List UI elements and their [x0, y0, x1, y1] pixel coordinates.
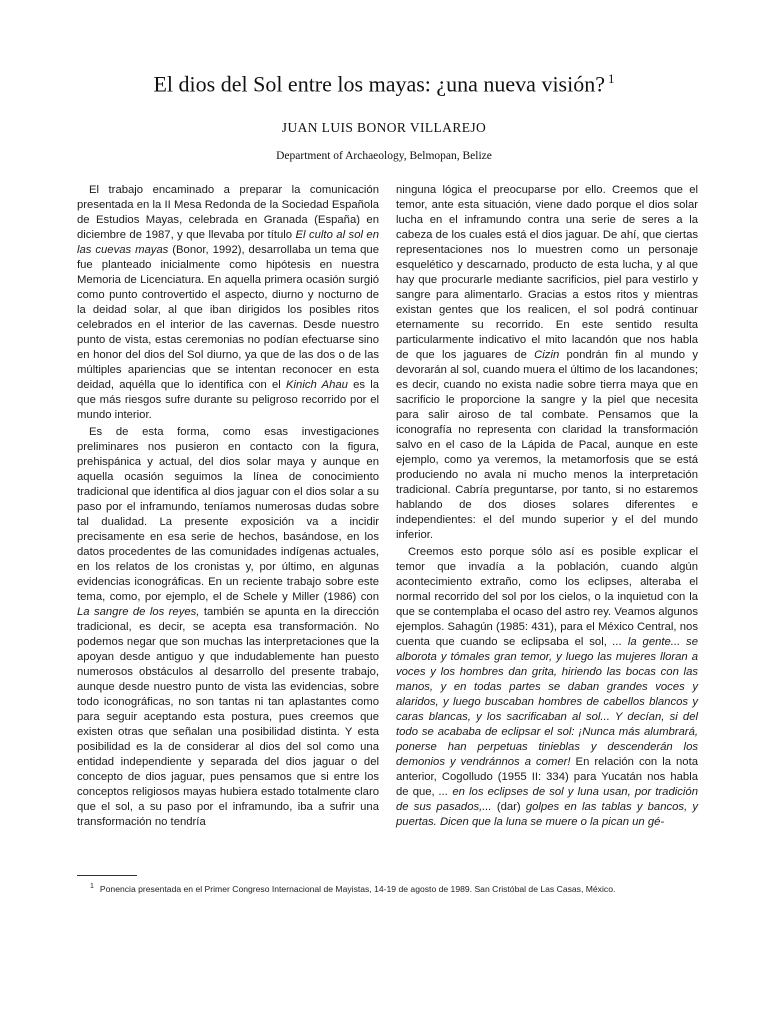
text-run: Creemos esto porque sólo así es posible explicar el temor que invadía a la población, cuando algún acontecimiento extraño, como los eclipses, alteraba el normal recorrido del sol por los cielos, o la inquietud con la que se contemplaba el ocaso del astro rey. Veamos algunos ejemplos. Sahagún (1985: 431), para el México Central, nos cuenta que cuando se eclipsaba el sol,	[396, 546, 698, 648]
italic-term: Kinich Ahau	[286, 379, 348, 391]
text-run: En relación con la nota anterior, Cogolludo (1955 II: 334) para Yucatán nos habla de que,	[396, 756, 698, 798]
text-run: (dar)	[491, 801, 526, 813]
italic-term: Cizin	[534, 349, 560, 361]
footnote	[90, 881, 710, 895]
italic-title: El culto al sol en las cuevas mayas	[77, 229, 379, 256]
paragraph	[396, 545, 698, 830]
text-run: Es de esta forma, como esas investigaciones preliminares nos pusieron en contacto con la figura, prehispánica y actual, del dios solar maya y aunque en aquella ocasión seguimos la línea de conocimiento tradicional que identifica al dios jaguar con el dios solar a su paso por el inframundo, teníamos numerosas dudas sobre tal dualidad. La presente exposición va a incidir precisamente en esa serie de hechos, basándose, en los datos procedentes de las comunidades indígenas actuales, en los relatos de los cronistas y, por último, en algunas evidencias iconográficas. En un reciente trabajo sobre este tema, como, por ejemplo, el de Schele y Miller (1986) con	[77, 426, 379, 603]
paragraph	[396, 183, 698, 543]
italic-quote: ... la gente... se alborota y tómales gran temor, y luego las mujeres lloran a voces y los hombres dan grita, hiriendo las bocas con las manos, y en todas partes se daban grandes voces y alaridos, y luego buscaban hombres de cabellos blancos y caras blancas, y los sacrificaban al sol... Y decían, si del todo se acababa de eclipsar el sol: ¡Nunca más alumbrará, ponerse han perpetuas tinieblas y descenderán los demonios y vendránnos a comer!	[396, 636, 698, 768]
footnote-text: Ponencia presentada en el Primer Congreso Internacional de Mayistas, 14-19 de agosto de 1989. San Cristóbal de Las Casas, México.	[99, 883, 616, 894]
paper-title	[0, 66, 768, 97]
italic-quote: ... en los eclipses de sol y luna usan, por tradición de sus pasados,...	[396, 786, 698, 813]
italic-quote: golpes en las tablas y bancos, y puertas. Dicen que la luna se muere o la pican un gé-	[396, 801, 698, 828]
text-run: (Bonor, 1992), desarrollaba un tema que fue planteado inicialmente como hipótesis en nuestra Memoria de Licenciatura. En aquella primera ocasión surgió como punto controvertido el aspecto, diurno y nocturno de la deidad solar, al que iban dirigidos los posibles ritos celebrados en el interior de las cavernas. Desde nuestro punto de vista, estas ceremonias no podían efectuarse sino en honor del dios del Sol diurno, ya que de las dos o de las múltiples apariencias que se intentan reconocer en esta deidad, aquélla que lo identifica con el	[77, 244, 379, 391]
text-run: pondrán fin al mundo y devorarán al sol, cuando muera el último de los lacandones; es decir, cuando no exista nadie sobre tierra maya que en sacrificio le proporcione la sangre y la piel que necesita para salir airoso de tal combate. Pensamos que la iconografía no representa con claridad la transformación salvo en el caso de la Lápida de Pacal, aunque en este ejemplo, como ya veremos, la metamorfosis que se está produciendo no avala ni mucho menos la interpretación tradicional. Cabría preguntarse, por tanto, si no estaremos hablando de dos dioses solares diferentes e independientes: el del mundo superior y el del mundo inferior.	[396, 349, 698, 541]
italic-title: La sangre de los reyes,	[77, 606, 200, 618]
footnote-marker: 1	[90, 883, 94, 890]
text-run: es la que más riesgos sufre durante su peligroso recorrido por el mundo interior.	[77, 379, 380, 421]
paragraph	[77, 183, 379, 423]
left-column	[77, 183, 379, 832]
author-affiliation: Department of Archaeology, Belmopan, Belize	[276, 150, 492, 162]
text-run: ninguna lógica el preocuparse por ello. Creemos que el temor, ante esta situación, viene dado porque el dios solar lucha en el inframundo contra una serie de seres a la cabeza de los cuales está el dios jaguar. De ahí, que ciertas representaciones nos lo muestren como un personaje esquelético y descarnado, producto de esta lucha, y al que hay que procurarle mediante sacrificios, piel para vestirlo y sangre para alimentarlo. Gracias a estos ritos y mientras existan gentes que los realicen, el sol podrá continuar eternamente su recorrido. En este sentido resulta particularmente indicativo el mito lacandón que nos habla de que los jaguares de	[396, 184, 698, 361]
title-footnote-marker: 1	[608, 71, 615, 86]
text-run: también se apunta en la dirección tradicional, es decir, se acepta esa transformación. No podemos negar que son muchas las interpretaciones que la apoyan desde antiguo y que indudablemente han puesto numerosos obstáculos al desarrollo del presente trabajo, aunque desde nuestro punto de vista las evidencias, sobre todo iconográficas, no son tantas ni tan aplastantes como para seguir aceptando esta postura, pues creemos que existen otras que señalan una posibilidad distinta. Y esta posibilidad es la de considerar al dios del sol como una entidad independiente y separada del dios jaguar o del concepto de dios jaguar, pues pensamos que si entre los conceptos religiosos mayas hubiera estado totalmente claro que el sol, a su paso por el inframundo, iba a sufrir una transformación no tendría	[77, 606, 380, 828]
right-column	[396, 183, 698, 832]
title-text: El dios del Sol entre los mayas: ¿una nueva visión?	[153, 71, 605, 97]
paragraph	[77, 425, 379, 830]
text-run: El trabajo encaminado a preparar la comunicación presentada en la II Mesa Redonda de la Sociedad Española de Estudios Mayas, celebrada en Granada (España) en diciembre de 1987, y que llevaba por título	[77, 184, 379, 241]
author-name: JUAN LUIS BONOR VILLAREJO	[281, 120, 487, 135]
footnote-divider	[77, 875, 137, 876]
